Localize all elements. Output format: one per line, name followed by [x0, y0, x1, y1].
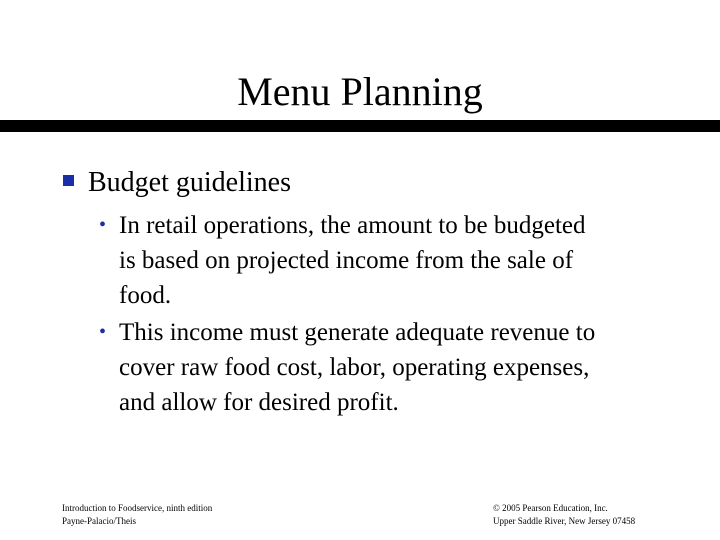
footer-copyright: © 2005 Pearson Education, Inc. Upper Saddle River, New Jersey 07458 — [493, 503, 636, 526]
dot-bullet-icon: • — [99, 321, 107, 343]
bullet-level1-text: Budget guidelines — [88, 167, 291, 198]
title-divider — [0, 120, 720, 132]
dot-bullet-icon: • — [99, 214, 107, 236]
sub-bullet-item — [99, 315, 709, 420]
sub-bullet-text: This income must generate adequate revenue to cover raw food cost, labor, operating expenses, and allow for desired profit. — [119, 319, 596, 416]
sub-bullet-item — [99, 208, 709, 313]
square-bullet-icon — [63, 175, 74, 186]
footer-book-credit: Introduction to Foodservice, ninth edition Payne-Palacio/Theis — [62, 503, 213, 526]
bullet-level1 — [63, 166, 291, 200]
slide-title: Menu Planning — [237, 69, 483, 114]
sub-bullet-list — [99, 208, 709, 420]
sub-bullet-text: In retail operations, the amount to be budgeted is based on projected income from the sale of food. — [119, 212, 586, 309]
